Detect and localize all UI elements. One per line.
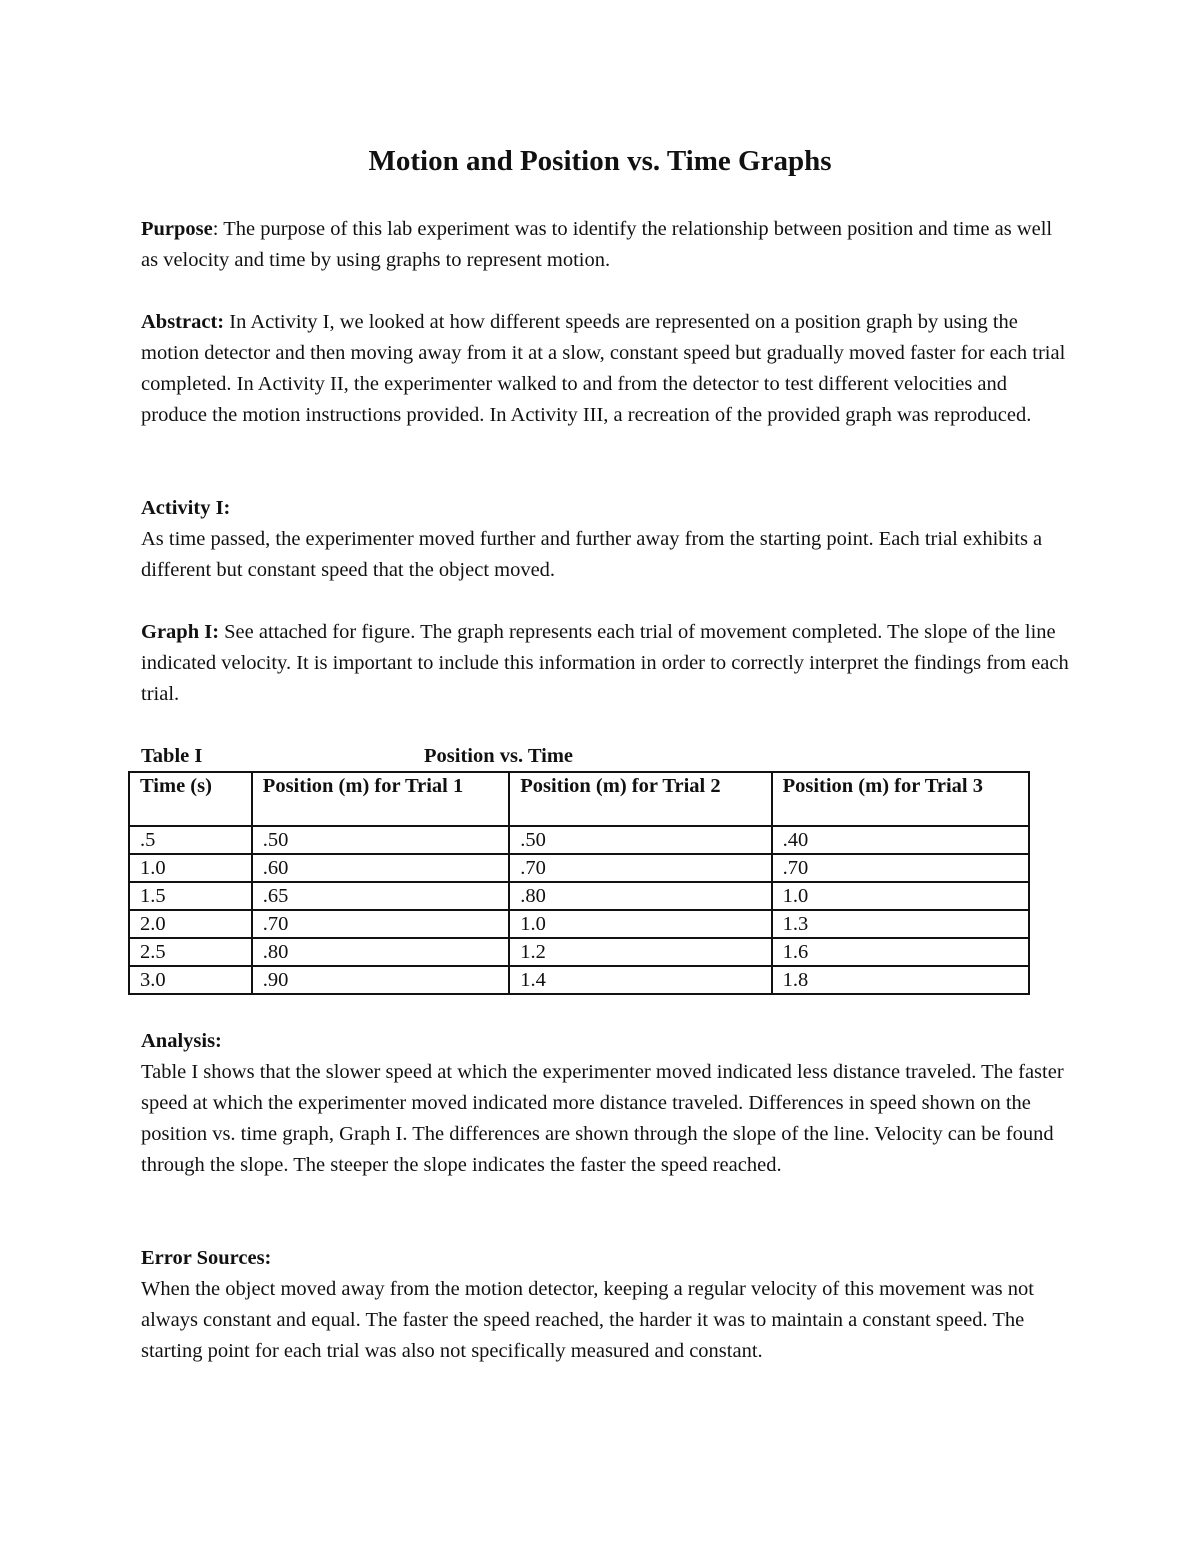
analysis-label: Analysis:	[141, 1030, 222, 1052]
activity1-label: Activity I:	[141, 497, 231, 519]
table-title: Position vs. Time	[424, 745, 574, 767]
analysis-section	[141, 1026, 1071, 1181]
purpose-text: : The purpose of this lab experiment was to identify the relationship between position and time as well as velocity and time by using graphs to represent motion.	[141, 218, 1053, 271]
table-cell: .80	[252, 938, 509, 966]
table-row	[129, 938, 1029, 966]
table-cell: 1.0	[509, 910, 771, 938]
table-row	[129, 826, 1029, 854]
table-cell: 1.0	[129, 854, 252, 882]
abstract-text: In Activity I, we looked at how different speeds are represented on a position graph by using the motion detector and then moving away from it at a slow, constant speed but gradually moved faster for each trial completed. In Activity II, the experimenter walked to and from the detector to test different velocities and produce the motion instructions provided. In Activity III, a recreation of the provided graph was reproduced.	[141, 311, 1066, 426]
table-cell: .60	[252, 854, 509, 882]
position-time-table	[128, 771, 1030, 995]
graph1-section	[141, 617, 1071, 710]
abstract-label: Abstract:	[141, 311, 225, 333]
table-cell: 1.6	[772, 938, 1029, 966]
graph1-text: See attached for figure. The graph represents each trial of movement completed. The slope of the line indicated velocity. It is important to include this information in order to correctly interpret the findings from each trial.	[141, 621, 1069, 705]
abstract-section	[141, 307, 1071, 431]
header-time: Time (s)	[129, 772, 252, 826]
table-cell: 1.0	[772, 882, 1029, 910]
table-cell: 1.5	[129, 882, 252, 910]
purpose-section	[141, 214, 1071, 276]
header-trial-3: Position (m) for Trial 3	[772, 772, 1029, 826]
activity1-text: As time passed, the experimenter moved further and further away from the starting point. Each trial exhibits a different but constant speed that the object moved.	[141, 528, 1043, 581]
header-trial-2: Position (m) for Trial 2	[509, 772, 771, 826]
table-row	[129, 854, 1029, 882]
table-cell: 2.0	[129, 910, 252, 938]
table-cell: 2.5	[129, 938, 252, 966]
table-cell: 1.8	[772, 966, 1029, 994]
activity1-section	[141, 493, 1071, 586]
table-cell: .70	[509, 854, 771, 882]
table-cell: .90	[252, 966, 509, 994]
table-cell: .80	[509, 882, 771, 910]
table-cell: 1.4	[509, 966, 771, 994]
table-cell: .5	[129, 826, 252, 854]
table-cell: 1.2	[509, 938, 771, 966]
analysis-text: Table I shows that the slower speed at which the experimenter moved indicated less distance traveled. The faster speed at which the experimenter moved indicated more distance traveled. Differences in speed shown on the position vs. time graph, Graph I. The differences are shown through the slope of the line. Velocity can be found through the slope. The steeper the slope indicates the faster the speed reached.	[141, 1061, 1064, 1176]
table-cell: 1.3	[772, 910, 1029, 938]
table-cell: .50	[252, 826, 509, 854]
table-cell: .70	[252, 910, 509, 938]
table-label: Table I	[141, 745, 203, 767]
table-cell: .50	[509, 826, 771, 854]
table-row	[129, 966, 1029, 994]
table-row	[129, 910, 1029, 938]
table-cell: 3.0	[129, 966, 252, 994]
error-sources-text: When the object moved away from the motion detector, keeping a regular velocity of this movement was not always constant and equal. The faster the speed reached, the harder it was to maintain a constant speed. The starting point for each trial was also not specifically measured and constant.	[141, 1278, 1034, 1362]
header-trial-1: Position (m) for Trial 1	[252, 772, 509, 826]
purpose-label: Purpose	[141, 218, 213, 240]
table-row	[129, 882, 1029, 910]
table-header-row	[129, 772, 1029, 826]
table-cell: .70	[772, 854, 1029, 882]
table-cell: .40	[772, 826, 1029, 854]
graph1-label: Graph I:	[141, 621, 220, 643]
page-title: Motion and Position vs. Time Graphs	[368, 145, 832, 177]
table-cell: .65	[252, 882, 509, 910]
error-sources-section	[141, 1243, 1071, 1367]
error-sources-label: Error Sources:	[141, 1247, 272, 1269]
